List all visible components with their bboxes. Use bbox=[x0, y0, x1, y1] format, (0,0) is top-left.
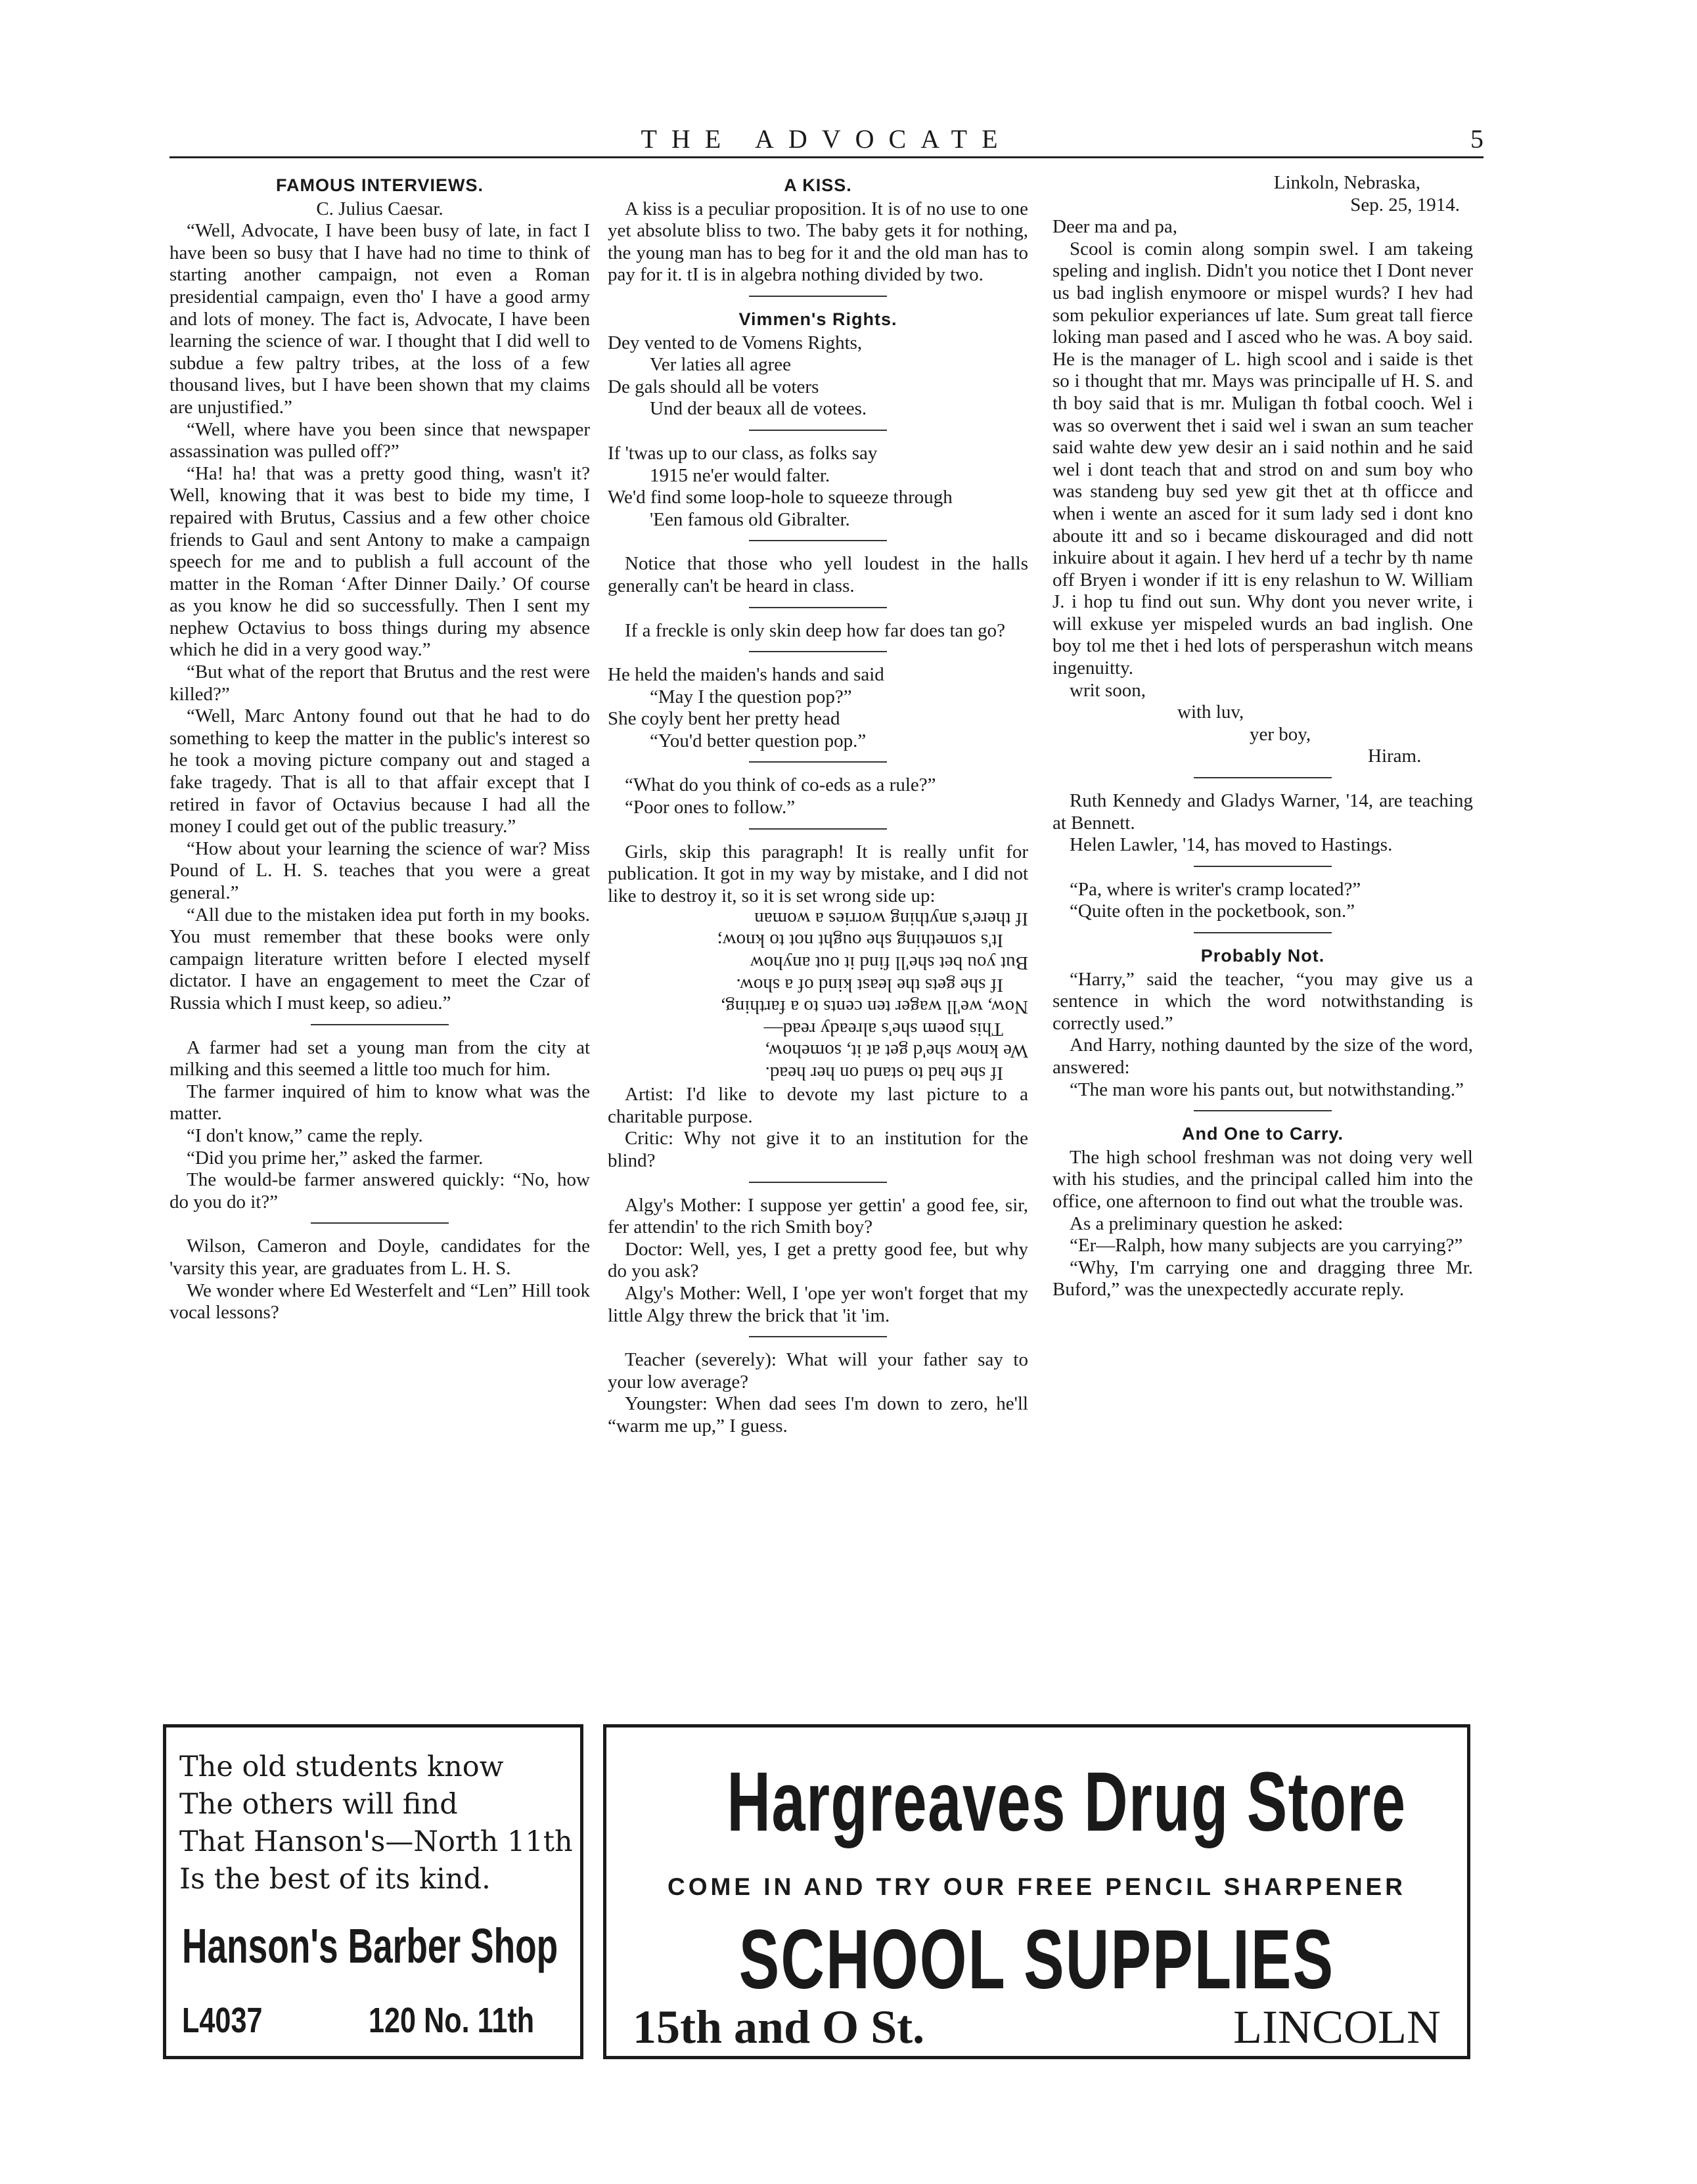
barber-ad-line: Is the best of its kind. bbox=[179, 1863, 491, 1896]
interview-paragraph: “Ha! ha! that was a pretty good thing, wasn't it? Well, knowing that it was best to bide my time, I repaired with Brutus, Cassius and a few other choice friends to Gaul and sent Antony to make a campaign speech for me and to publish a full account of the matter in the Roman ‘After Dinner Daily.’ Of course as you know he did so successfully. Then I sent my nephew Octavius to boss things during my absence which he did in a very good way.” bbox=[170, 462, 590, 661]
carry-paragraph: The high school freshman was not doing very well with his studies, and the principal called him into the office, one afternoon to find out what the trouble was. bbox=[1052, 1146, 1473, 1212]
barber-address: 120 No. 11th bbox=[369, 2001, 535, 2040]
verse-line: “You'd better question pop.” bbox=[650, 730, 867, 751]
kiss-heading: A KISS. bbox=[784, 175, 852, 195]
freckle-paragraph: If a freckle is only skin deep how far does tan go? bbox=[625, 619, 1005, 641]
carry-paragraph: “Er—Ralph, how many subjects are you carrying?” bbox=[1070, 1235, 1463, 1257]
drug-store-name: Hargreaves Drug Store bbox=[727, 1755, 1407, 1849]
verse-line: It's something she ought not to know; bbox=[717, 930, 1003, 952]
interview-paragraph: “Well, Advocate, I have been busy of late, in fact I have been so busy that I have had no time to think of starting another campaign, not even a Roman presidential campaign, even tho' I have a good army and lots of money. The fact is, Advocate, I have been learning the science of war. I thought that I did well to subdue a few paltry tribes, at the loss of a few thousand lives, but I have been shown that my claims are unjustified.” bbox=[170, 220, 590, 418]
drug-store-tagline: COME IN AND TRY OUR FREE PENCIL SHARPENER bbox=[667, 1873, 1406, 1900]
page-number: 5 bbox=[1470, 124, 1483, 154]
verse-line: “May I the question pop?” bbox=[650, 686, 852, 707]
barber-phone: L4037 bbox=[182, 2001, 263, 2040]
verse-line: But you bet she'll find it out anyhow bbox=[750, 952, 1028, 974]
verse-line: Ver laties all agree bbox=[650, 354, 791, 376]
separator-rule bbox=[1194, 866, 1332, 867]
newspaper-title: THE ADVOCATE bbox=[641, 124, 1012, 154]
verse-line: De gals should all be voters bbox=[608, 376, 819, 397]
separator-rule bbox=[749, 651, 887, 652]
critic-line: Critic: Why not give it to an institution for the blind? bbox=[608, 1128, 1028, 1171]
barber-ad-line: The old students know bbox=[179, 1750, 504, 1783]
barber-shop-name: Hanson's Barber Shop bbox=[182, 1919, 558, 1973]
column-3 bbox=[1052, 172, 1473, 1301]
barber-shop-ad bbox=[163, 1724, 583, 2059]
drug-store-city: LINCOLN bbox=[1233, 2001, 1441, 2053]
helen-paragraph: Helen Lawler, '14, has moved to Hastings. bbox=[1070, 834, 1393, 856]
page-header bbox=[170, 117, 1483, 156]
letter-salutation: Deer ma and pa, bbox=[1052, 216, 1178, 238]
separator-rule bbox=[749, 296, 887, 297]
farmer-paragraph: “I don't know,” came the reply. bbox=[187, 1125, 423, 1146]
verse-line: Und der beaux all de votees. bbox=[650, 398, 867, 420]
header-rule bbox=[170, 156, 1483, 158]
column-1 bbox=[170, 172, 590, 1324]
interview-paragraph: “Well, where have you been since that newspaper assassination was pulled off?” bbox=[170, 418, 590, 462]
artist-line: Artist: I'd like to devote my last picture to a charitable purpose. bbox=[608, 1084, 1028, 1127]
verse-line: If 'twas up to our class, as folks say bbox=[608, 442, 878, 464]
verse-line: 'Een famous old Gibralter. bbox=[650, 508, 850, 530]
separator-rule bbox=[1194, 777, 1332, 778]
farmer-paragraph: The farmer inquired of him to know what was the matter. bbox=[170, 1081, 590, 1125]
letter-place: Linkoln, Nebraska, bbox=[1273, 172, 1420, 193]
separator-rule bbox=[1194, 1110, 1332, 1111]
famous-interviews-heading: FAMOUS INTERVIEWS. bbox=[275, 175, 484, 195]
probably-not-heading: Probably Not. bbox=[1200, 946, 1325, 966]
separator-rule bbox=[749, 761, 887, 763]
upside-down-verse bbox=[608, 907, 1028, 1084]
algy-line: Algy's Mother: I suppose yer gettin' a good fee, sir, fer attendin' to the rich Smith boy? bbox=[608, 1194, 1028, 1238]
separator-rule bbox=[749, 1182, 887, 1183]
school-supplies-banner: SCHOOL SUPPLIES bbox=[738, 1913, 1335, 2007]
vimmens-rights-heading: Vimmen's Rights. bbox=[738, 309, 897, 329]
verse-line: 1915 ne'er would falter. bbox=[650, 464, 830, 486]
carry-paragraph: As a preliminary question he asked: bbox=[1070, 1213, 1344, 1234]
separator-rule bbox=[749, 540, 887, 541]
letter-date: Sep. 25, 1914. bbox=[1350, 194, 1460, 215]
yell-paragraph: Notice that those who yell loudest in the halls generally can't be heard in class. bbox=[608, 553, 1028, 596]
harry-paragraph: And Harry, nothing daunted by the size of the word, answered: bbox=[1052, 1035, 1473, 1078]
algy-line: Algy's Mother: Well, I 'ope yer won't forget that my little Algy threw the brick that 'it 'im. bbox=[608, 1282, 1028, 1326]
verse-line: If there's anything worries a woman bbox=[754, 908, 1028, 930]
separator-rule bbox=[749, 430, 887, 431]
harry-paragraph: “The man wore his pants out, but notwithstanding.” bbox=[1070, 1079, 1464, 1100]
verse-line: Dey vented to de Vomens Rights, bbox=[608, 332, 863, 353]
ruth-paragraph: Ruth Kennedy and Gladys Warner, '14, are teaching at Bennett. bbox=[1052, 790, 1473, 834]
girls-paragraph: Girls, skip this paragraph! It is really unfit for publication. It got in my way by mistake, and I did not like to destroy it, so it is set wrong side up: bbox=[608, 841, 1028, 906]
verse-line: We know she'd get at it, somehow, bbox=[765, 1040, 1028, 1062]
barber-ad-line: That Hanson's—North 11th bbox=[179, 1825, 573, 1858]
letter-closing: yer boy, bbox=[1250, 723, 1311, 745]
column-2 bbox=[608, 172, 1028, 1438]
farmer-paragraph: The would-be farmer answered quickly: “No, how do you do it?” bbox=[170, 1169, 590, 1213]
barber-ad-line: The others will find bbox=[179, 1788, 458, 1821]
farmer-paragraph: “Did you prime her,” asked the farmer. bbox=[187, 1147, 484, 1169]
doctor-line: Doctor: Well, yes, I get a pretty good fee, but why do you ask? bbox=[608, 1238, 1028, 1282]
verse-line: He held the maiden's hands and said bbox=[608, 664, 884, 686]
verse-line: Now, we'll wager ten cents to a farthing, bbox=[721, 996, 1028, 1018]
westerfelt-paragraph: We wonder where Ed Westerfelt and “Len” Hill took vocal lessons? bbox=[170, 1280, 590, 1324]
interview-paragraph: “All due to the mistaken idea put forth in my books. You must remember that these books were only campaign literature written before I elected myself dictator. I have an engagement to meet the Czar of Russia which I must keep, so adieu.” bbox=[170, 904, 590, 1014]
letter-closing: writ soon, bbox=[1070, 679, 1146, 701]
harry-paragraph: “Harry,” said the teacher, “you may give us a sentence in which the word notwithstanding is correctly used.” bbox=[1052, 968, 1473, 1034]
pa-answer: “Quite often in the pocketbook, son.” bbox=[1070, 901, 1355, 922]
kiss-paragraph: A kiss is a peculiar proposition. It is of no use to one yet absolute bliss to two. The baby gets it for nothing, the young man has to beg for it and the old man has to pay for it. tI is in algebra nothing divided by two. bbox=[608, 198, 1028, 286]
letter-signature: Hiram. bbox=[1368, 746, 1422, 767]
interview-paragraph: “Well, Marc Antony found out that he had to do something to keep the matter in the public's interest so he took a moving picture company out and staged a fake tragedy. That is all to that affair except that I retired in favor of Octavius because I had all the money I could get out of the public treasury.” bbox=[170, 705, 590, 837]
carry-paragraph: “Why, I'm carrying one and dragging three Mr. Buford,” was the unexpectedly accurate reply. bbox=[1052, 1257, 1473, 1301]
and-one-to-carry-heading: And One to Carry. bbox=[1181, 1124, 1344, 1144]
pa-question: “Pa, where is writer's cramp located?” bbox=[1070, 878, 1361, 900]
separator-rule bbox=[749, 607, 887, 608]
drug-store-address: 15th and O St. bbox=[633, 2001, 925, 2053]
interview-subheading: C. Julius Caesar. bbox=[316, 198, 443, 219]
verse-line: If she gets the least kind of a show. bbox=[736, 974, 1003, 996]
coeds-question: “What do you think of co-eds as a rule?” bbox=[625, 774, 936, 796]
barber-ad-verse bbox=[179, 1749, 573, 1898]
separator-rule bbox=[1194, 932, 1332, 933]
separator-rule bbox=[749, 828, 887, 830]
separator-rule bbox=[311, 1024, 449, 1025]
interview-paragraph: “But what of the report that Brutus and the rest were killed?” bbox=[170, 661, 590, 705]
interview-paragraph: “How about your learning the science of war? Miss Pound of L. H. S. teaches that you were a great general.” bbox=[170, 837, 590, 903]
farmer-paragraph: A farmer had set a young man from the city at milking and this seemed a little too much for him. bbox=[170, 1036, 590, 1081]
verse-line: She coyly bent her pretty head bbox=[608, 708, 840, 730]
letter-closing: with luv, bbox=[1177, 702, 1244, 723]
teacher-line: Teacher (severely): What will your father say to your low average? bbox=[608, 1349, 1028, 1393]
coeds-answer: “Poor ones to follow.” bbox=[625, 797, 796, 818]
wilson-paragraph: Wilson, Cameron and Doyle, candidates for the 'varsity this year, are graduates from L. H. S. bbox=[170, 1236, 590, 1279]
verse-line: We'd find some loop-hole to squeeze through bbox=[608, 487, 953, 508]
youngster-line: Youngster: When dad sees I'm down to zero, he'll “warm me up,” I guess. bbox=[608, 1393, 1028, 1437]
verse-line: If she had to stand on her head. bbox=[765, 1063, 1003, 1084]
verse-line: This poem she's already read— bbox=[763, 1019, 1003, 1040]
separator-rule bbox=[749, 1336, 887, 1337]
letter-body: Scool is comin along sompin swel. I am takeing speling and inglish. Didn't you notice thet I Dont never us bad inglish enymoore or mispel wurds? I hev had som pekulior experiances uf late. Sum great tall fierce loking man pased and I asced who he was. A boy said. He is the manager of L. high scool and i saide is thet so i thought that mr. Mays was principalle uf H. S. and th boy said that is mr. Muligan th fotbal cooch. Wel i was so overwent thet i said wel i swan an sum teacher said wahte dew yew desir an i said nothin and he said wel i dont teach that and strod on and sum boy who was standeng buy sed yew git thet at th officce and when i wente an asced for it sum lady sed i dont kno aboute itt and so i became diskouraged and did nott inkuire about it again. I hev herd uf a techr by th name off Bryen i wonder if itt is eny relashun to W. William J. i hop tu find out sun. Why dont you never write, i will exkuse yer mispeled wurds an bad inglish. One boy tol me thet i hed lots of persperashun witch means ingenuitty. bbox=[1052, 238, 1473, 679]
separator-rule bbox=[311, 1222, 449, 1224]
drug-store-ad bbox=[603, 1724, 1470, 2059]
